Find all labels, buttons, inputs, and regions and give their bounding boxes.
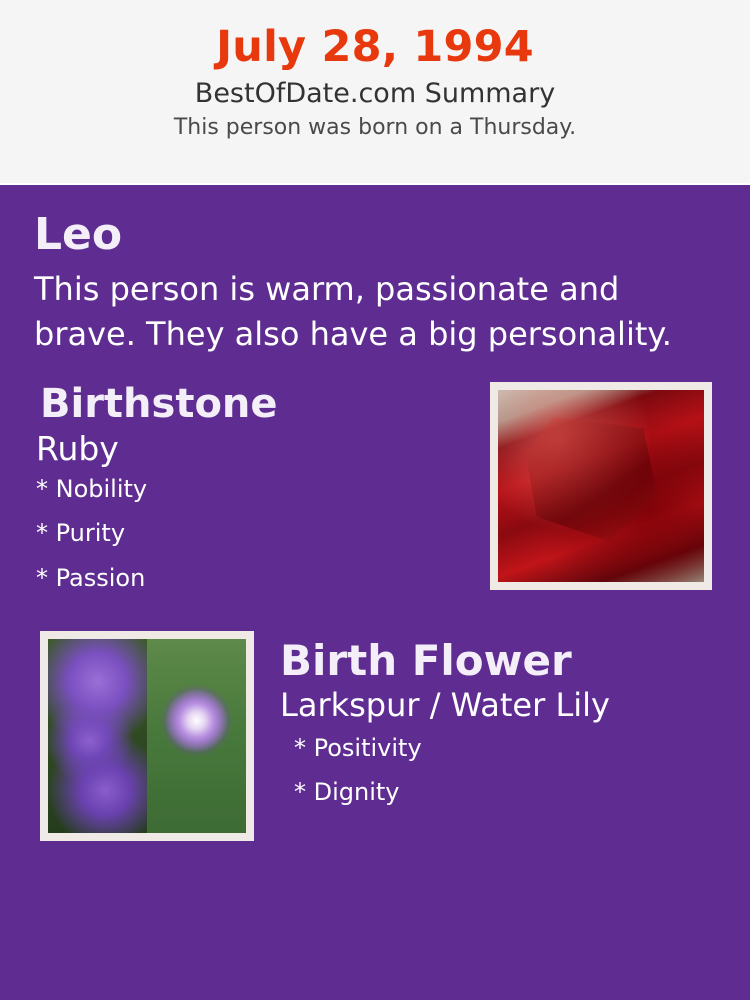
page-title: July 28, 1994: [216, 22, 534, 72]
larkspur-and-water-lily-photo: [48, 639, 246, 833]
birth-flower-name: Larkspur / Water Lily: [280, 686, 610, 725]
birth-flower-text: [280, 631, 718, 823]
birthstone-trait: * Passion: [36, 563, 146, 592]
birth-day-text: This person was born on a Thursday.: [173, 115, 577, 141]
birthstone-trait: * Purity: [36, 519, 126, 548]
larkspur-photo: [48, 639, 147, 833]
birth-flower-image-frame: [40, 631, 254, 841]
birthstone-image-frame: [490, 382, 712, 590]
birth-flower-trait: * Positivity: [294, 733, 422, 762]
birthstone-heading: Birthstone: [40, 380, 278, 427]
birth-flower-heading: Birth Flower: [280, 636, 572, 686]
zodiac-description: This person is warm, passionate and brave. They also have a big personality.: [34, 270, 672, 353]
birthstone-trait: * Nobility: [36, 475, 148, 504]
birth-flower-trait: * Dignity: [294, 778, 400, 807]
header: [0, 0, 750, 183]
birthstone-text: [32, 382, 490, 610]
birthstone-section: [32, 382, 718, 610]
birth-flower-section: [32, 631, 718, 841]
content-panel: [0, 185, 750, 1000]
site-subtitle: BestOfDate.com Summary: [194, 77, 556, 109]
zodiac-sign-title: Leo: [34, 209, 123, 260]
water-lily-photo: [147, 639, 246, 833]
ruby-gemstone-photo: [498, 390, 704, 582]
birthstone-name: Ruby: [36, 428, 119, 468]
